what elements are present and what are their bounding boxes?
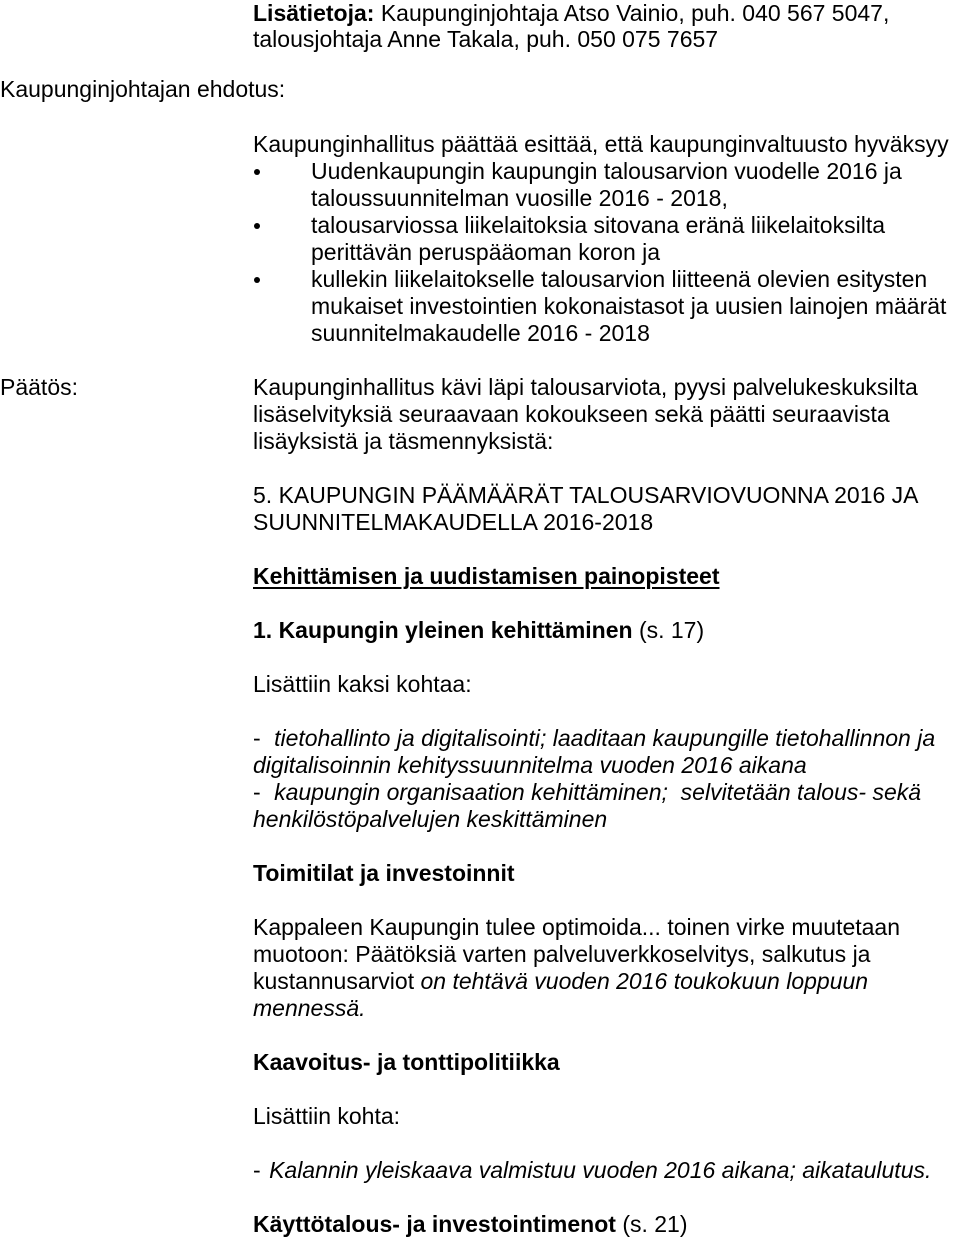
decision-intro-line: lisäyksistä ja täsmennyksistä: [253,428,554,454]
chapter-heading-line: SUUNNITELMAKAUDELLA 2016-2018 [253,509,654,535]
proposal-bullet-item [253,158,960,212]
operating-heading-section [253,1211,960,1238]
premises-line: Kappaleen Kaupungin tulee optimoida... toinen virke muutetaan [253,914,901,940]
dash-item-text: tietohallinto ja digitalisointi; laaditaan kaupungille tietohallinnon ja [274,725,936,751]
decision-intro-line: lisäselvityksiä seuraavaan kokoukseen sekä päätti seuraavista [253,401,890,427]
general-dev-items [253,725,960,833]
proposal-label: Kaupunginjohtajan ehdotus: [0,76,286,102]
zoning-heading: Kaavoitus- ja tonttipolitiikka [253,1049,560,1075]
dash-item-text: Kalannin yleiskaava valmistuu vuoden 2016 aikana; aikataulutus. [269,1157,932,1183]
operating-heading: Käyttötalous- ja investointimenot [253,1211,616,1237]
premises-line [253,968,960,995]
dash-marker: - [253,779,261,805]
chapter-heading [253,482,960,536]
bullet-icon [254,169,260,175]
bullet-icon [254,223,260,229]
added-note: Lisättiin kohta: [253,1103,401,1129]
dash-item-text: digitalisoinnin kehityssuunnitelma vuoden 2016 aikana [253,752,807,778]
operating-heading-line [253,1211,960,1238]
decision-intro [253,374,960,455]
page-reference: (s. 21) [622,1211,688,1237]
focus-heading-line [253,563,960,590]
dash-item-text: kaupungin organisaation kehittäminen; selvitetään talous- sekä [274,779,922,805]
contact-info-line [253,0,889,27]
added-note: Lisättiin kaksi kohtaa: [253,671,472,697]
premises-heading-section [253,860,960,887]
contact-info-text: Kaupunginjohtaja Atso Vainio, puh. 040 567 5047, [380,0,890,26]
general-dev-heading-line [253,617,960,644]
focus-heading-section [253,563,960,590]
bullet-line: suunnitelmakaudelle 2016 - 2018 [311,320,650,346]
general-dev-heading: 1. Kaupungin yleinen kehittäminen [253,617,633,643]
main-content [253,131,960,1238]
dash-marker: - [253,1157,261,1183]
decision-intro-line: Kaupunginhallitus kävi läpi talousarviota, pyysi palvelukeskuksilta [253,374,918,400]
premises-heading: Toimitilat ja investoinnit [253,860,515,886]
focus-heading: Kehittämisen ja uudistamisen painopisteet [253,563,720,589]
proposal-intro: Kaupunginhallitus päättää esittää, että kaupunginvaltuusto hyväksyy [253,131,949,157]
bullet-line: taloussuunnitelman vuosille 2016 - 2018, [311,185,728,211]
premises-italic-text: on tehtävä vuoden 2016 toukokuun loppuun [420,968,869,994]
premises-text: kustannusarviot [253,968,415,994]
general-dev-heading-section [253,617,960,644]
bullet-line: Uudenkaupungin kaupungin talousarvion vuodelle 2016 ja [311,158,902,184]
premises-paragraph [253,914,960,1022]
dash-item-line [253,725,960,752]
contact-info-text: talousjohtaja Anne Takala, puh. 050 075 7657 [253,26,719,52]
proposal-bullet-item [253,212,960,266]
zoning-heading-section [253,1049,960,1076]
contact-info [253,0,889,53]
premises-line: muotoon: Päätöksiä varten palveluverkkoselvitys, salkutus ja [253,941,871,967]
dash-marker: - [253,725,261,751]
page-reference: (s. 17) [638,617,705,643]
decision-label: Päätös: [0,374,78,400]
chapter-heading-line: 5. KAUPUNGIN PÄÄMÄÄRÄT TALOUSARVIOVUONNA 2016 JA [253,482,919,508]
proposal-section [253,131,960,347]
bullet-icon [254,277,260,283]
premises-italic-text: mennessä. [253,995,366,1021]
zoning-items [253,1157,960,1184]
dash-item-line [253,779,960,806]
dash-item-text: henkilöstöpalvelujen keskittäminen [253,806,608,832]
bullet-line: perittävän peruspääoman koron ja [311,239,661,265]
bullet-line: kullekin liikelaitokselle talousarvion liitteenä olevien esitysten [311,266,928,292]
proposal-bullet-item [253,266,960,347]
contact-info-label: Lisätietoja: [253,0,375,26]
dash-item-line [253,1157,960,1184]
general-dev-note-section [253,671,960,698]
zoning-note-section [253,1103,960,1130]
bullet-line: talousarviossa liikelaitoksia sitovana eränä liikelaitoksilta [311,212,886,238]
bullet-line: mukaiset investointien kokonaistasot ja uusien lainojen määrät [311,293,947,319]
